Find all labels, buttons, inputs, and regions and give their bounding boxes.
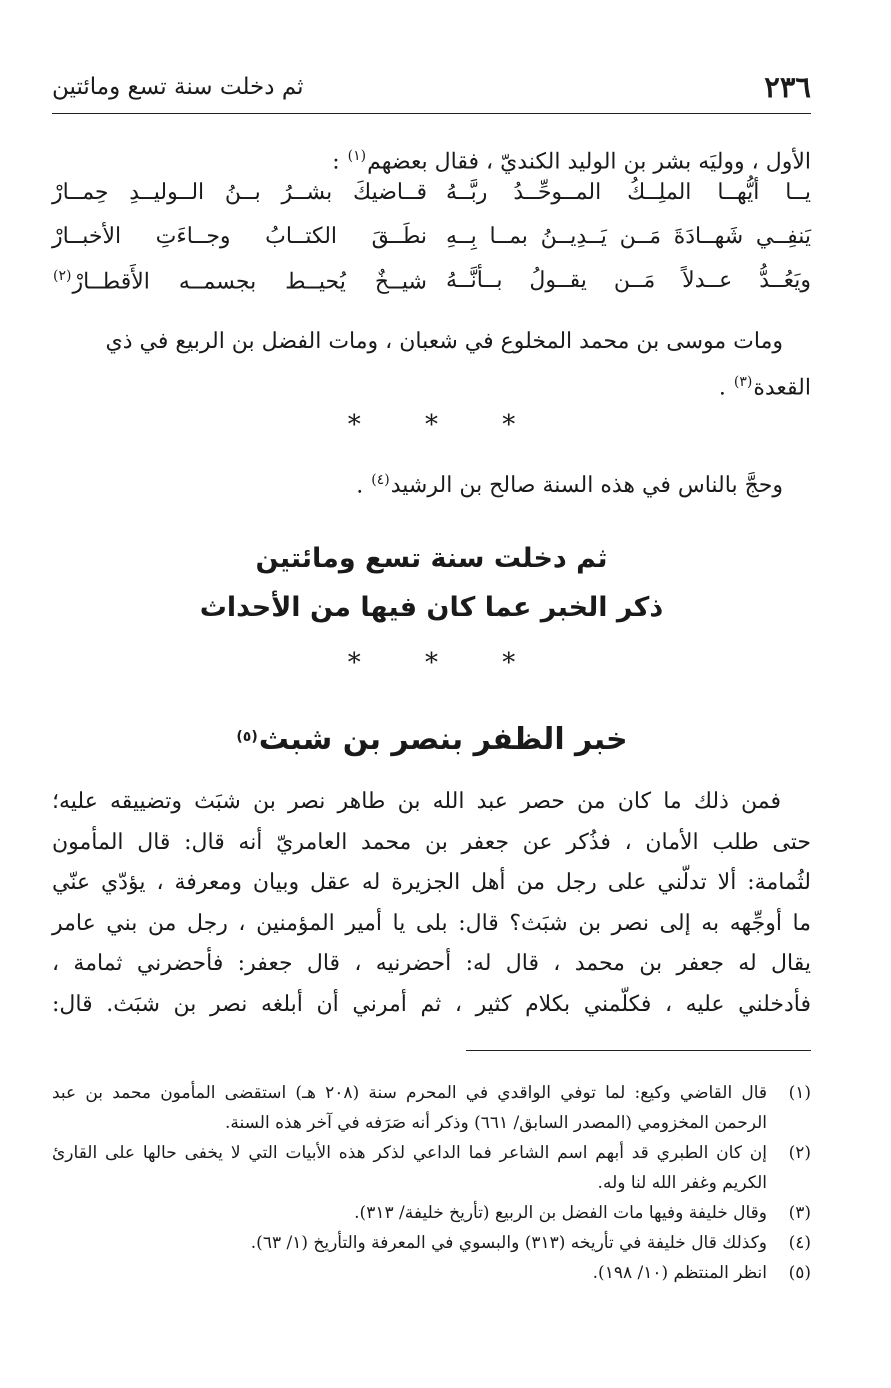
section-title: ثم دخلت سنة تسع ومائتين bbox=[255, 543, 608, 574]
verse-1 bbox=[52, 180, 811, 220]
footnote-4 bbox=[52, 1228, 811, 1258]
section-separator-stars: * * * bbox=[347, 410, 544, 440]
page-number: ٢٣٦ bbox=[764, 70, 811, 104]
footnote-2 bbox=[52, 1138, 811, 1198]
footnote-5 bbox=[52, 1258, 811, 1288]
running-title: ثم دخلت سنة تسع ومائتين bbox=[52, 74, 304, 100]
intro-text: الأول ، ووليَه بشر بن الوليد الكنديّ ، فقال بعضهم bbox=[367, 149, 811, 175]
section-subtitle: ذكر الخبر عما كان فيها من الأحداث bbox=[199, 592, 664, 623]
verse-3-second-text: شيــخٌ يُحيــط بجسمــه الأَقطــارْ bbox=[72, 269, 427, 295]
footnote-3 bbox=[52, 1198, 811, 1228]
verse-3-second-hemistich bbox=[52, 268, 427, 294]
verse-2-second-hemistich: نطَــقَ الكتــابُ وجــاءَتِ الأخبــارْ bbox=[52, 224, 427, 249]
intro-colon: : bbox=[332, 149, 340, 175]
footnote-marker-1: (١) bbox=[347, 148, 367, 164]
chapter-title-text: خبر الظفر بنصر بن شبث bbox=[258, 722, 628, 757]
footnote-text: إن كان الطبري قد أبهم اسم الشاعر فما الداعي لذكر هذه الأبيات التي لا يخفى حالها على القارئ الكريم وغفر الله لنا وله. bbox=[52, 1143, 767, 1193]
footnote-number: (١) bbox=[788, 1083, 811, 1103]
footnote-number: (٥) bbox=[788, 1263, 811, 1283]
chapter-title bbox=[52, 722, 811, 757]
footnote-1 bbox=[52, 1078, 811, 1138]
paragraph-musa bbox=[52, 322, 811, 408]
footnote-marker-4: (٤) bbox=[371, 472, 390, 488]
verse-2 bbox=[52, 224, 811, 264]
intro-line bbox=[52, 136, 811, 182]
footnote-marker-2: (٢) bbox=[53, 268, 72, 284]
footnote-number: (٤) bbox=[788, 1233, 811, 1253]
verse-3-first-hemistich: ويَعُــدُّ عــدلاً مَــن يقــولُ بــأنَّــهُ bbox=[446, 268, 811, 293]
footnote-separator bbox=[466, 1050, 811, 1051]
footnote-text: وكذلك قال خليفة في تأريخه (٣١٣) والبسوي في المعرفة والتأريخ (١/ ٦٣). bbox=[250, 1233, 767, 1253]
footnote-text: قال القاضي وكيع: لما توفي الواقدي في المحرم سنة (٢٠٨ هـ) استقضى المأمون محمد بن عبد الرحمن المخزومي (المصدر السابق/ ٦٦١) وذكر أنه صَرَفه في آخر هذه السنة. bbox=[52, 1083, 768, 1133]
footnotes bbox=[52, 1078, 811, 1288]
body-line-5: يقال له جعفر بن محمد ، قال له: أحضرنيه ، قال جعفر: فأحضرني ثمامة ، bbox=[52, 951, 811, 976]
verse-1-first-hemistich: يــا أيُّهــا الملِــكُ المــوحِّــدُ ربَّــهُ bbox=[446, 180, 811, 205]
hajj-line bbox=[52, 460, 811, 506]
paragraph-musa-line-2-text: القعدة bbox=[753, 375, 811, 401]
footnote-marker-5: (٥) bbox=[236, 728, 258, 745]
body-line-3: لثُمامة: ألا تدلّني على رجل من أهل الجزيرة له عقل وبيان ومعرفة ، يؤدّي عنّي bbox=[52, 870, 811, 895]
body-text bbox=[52, 782, 811, 1025]
section-separator-stars-2: * * * bbox=[347, 648, 544, 678]
body-line-6: فأدخلني عليه ، فكلّمني بكلام كثير ، ثم أمرني أن أبلغه نصر بن شبَث. قال: bbox=[52, 991, 811, 1017]
body-line-2: حتى طلب الأمان ، فذُكر عن جعفر بن محمد العامريّ أنه قال: قال المأمون bbox=[52, 829, 811, 855]
verse-3 bbox=[52, 268, 811, 308]
footnote-number: (٢) bbox=[788, 1143, 811, 1163]
paragraph-musa-line-1: ومات موسى بن محمد المخلوع في شعبان ، ومات الفضل بن الربيع في ذي bbox=[105, 329, 783, 354]
paragraph-musa-period: . bbox=[718, 375, 726, 401]
verse-1-second-hemistich: قــاضيكَ بشــرُ بــنُ الــوليــدِ حِمــارْ bbox=[52, 180, 427, 205]
footnote-number: (٣) bbox=[788, 1203, 811, 1223]
verse-2-first-hemistich: يَنفِــي شَهــادَةَ مَــن يَــدِيــنُ بمــا بِــهِ bbox=[446, 224, 811, 249]
header-rule bbox=[52, 113, 811, 114]
footnote-marker-3: (٣) bbox=[733, 374, 753, 390]
hajj-period: . bbox=[356, 473, 364, 499]
hajj-text: وحجَّ بالناس في هذه السنة صالح بن الرشيد bbox=[390, 473, 783, 499]
footnote-text: انظر المنتظم (١٠/ ١٩٨). bbox=[592, 1263, 767, 1283]
body-line-1: فمن ذلك ما كان من حصر عبد الله بن طاهر نصر بن شبَث وتضييقه عليه؛ bbox=[52, 789, 781, 814]
paragraph-musa-line-2 bbox=[52, 362, 811, 408]
body-line-4: ما أوجِّهه به إلى نصر بن شبَث؟ قال: بلى يا أمير المؤمنين ، رجل من بني عامر bbox=[52, 910, 811, 936]
footnote-text: وقال خليفة وفيها مات الفضل بن الربيع (تأريخ خليفة/ ٣١٣). bbox=[354, 1203, 767, 1223]
page-header bbox=[52, 70, 811, 110]
